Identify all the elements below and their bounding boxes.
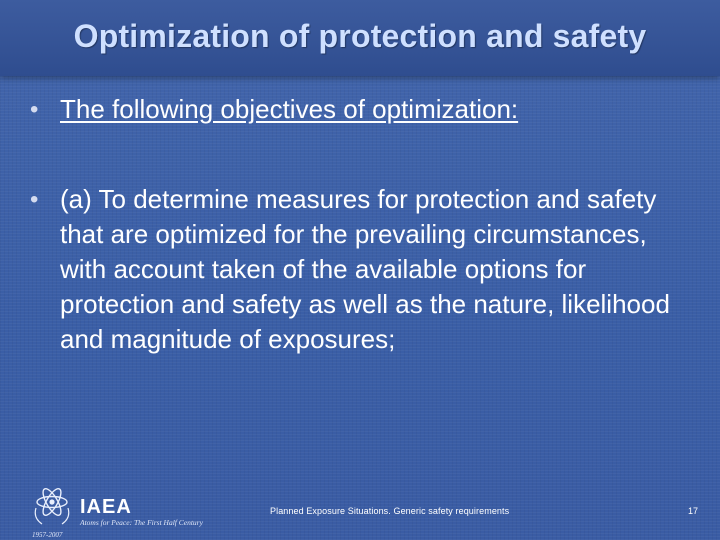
page-number: 17 <box>688 506 699 516</box>
title-band <box>0 0 720 76</box>
iaea-logo <box>30 482 220 538</box>
slide-title: Optimization of protection and safety <box>73 18 647 54</box>
bullet-text-2: (a) To determine measures for protection and safety that are optimized for the prevailing circumstances, with account taken of the available options for protection and safety as well as the nature, likelihood and magnitude of exposures; <box>60 184 670 354</box>
bullet-glyph: • <box>30 96 39 123</box>
iaea-emblem-icon <box>30 482 220 538</box>
footer-text: Planned Exposure Situations. Generic safety requirements <box>270 506 510 516</box>
bullet-text-1: The following objectives of optimization: <box>60 94 519 124</box>
logo-years: 1957-2007 <box>32 531 63 538</box>
logo-wordmark: IAEA <box>80 496 132 518</box>
logo-tagline: Atoms for Peace: The First Half Century <box>80 518 203 527</box>
bullet-glyph: • <box>30 186 39 213</box>
